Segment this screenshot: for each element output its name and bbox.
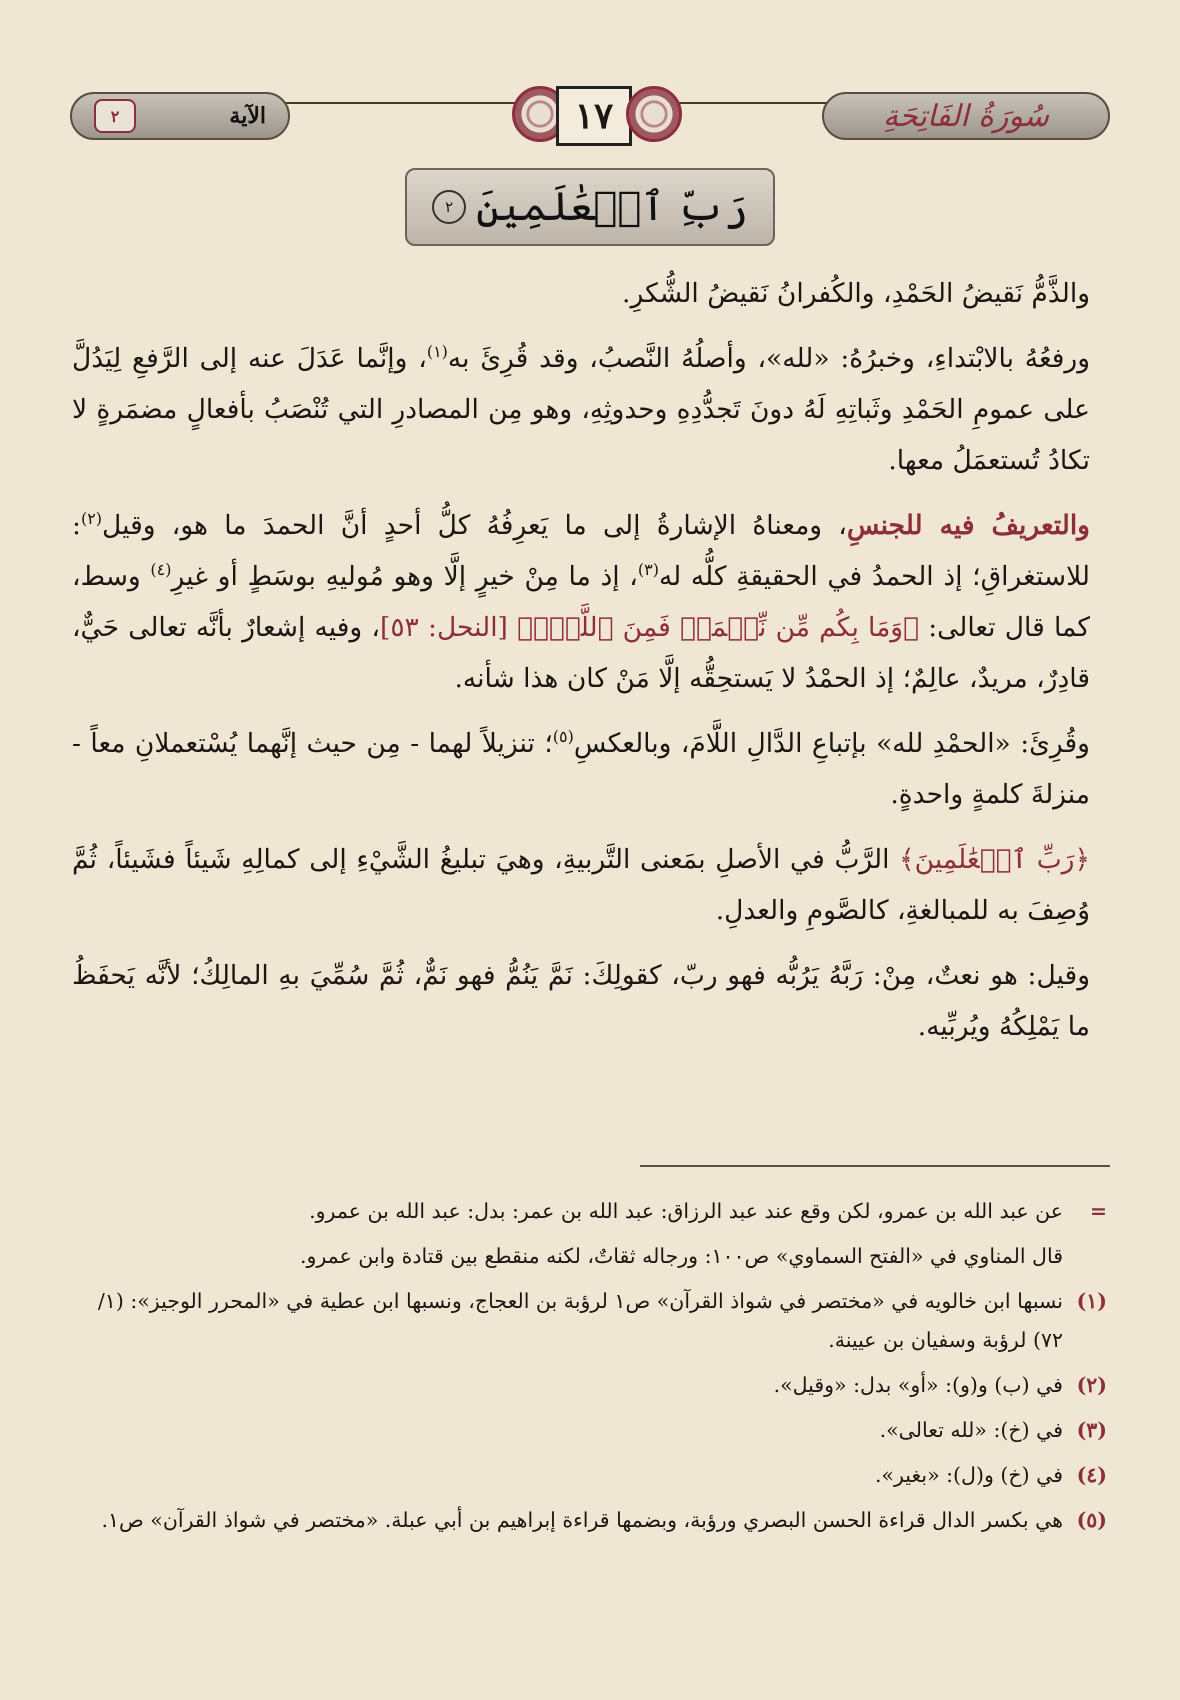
paragraph-text: ، ومعناهُ الإشارةُ إلى ما يَعرِفُهُ كلُّ أحدٍ أنَّ الحمدَ ما هو، وقيل [102, 510, 847, 541]
footnote-text: في (خ) و(ل): «بغير». [874, 1463, 1063, 1487]
surah-name: سُورَةُ الفَاتِحَةِ [883, 98, 1049, 134]
footnote [72, 1411, 1107, 1450]
paragraph-text: الرَّبُّ في الأصلِ بمَعنى التَّربيةِ، وهيَ تبليغُ الشَّيْءِ إلى كمالِهِ شَيئاً فشَيئاً، ثُمَّ وُصِفَ به للمبالغةِ، كالصَّومِ والعدلِ. [72, 844, 1090, 926]
footnote [72, 1501, 1107, 1540]
footnote [72, 1282, 1107, 1360]
paragraph [72, 718, 1090, 820]
page-number: ١٧ [556, 86, 632, 146]
footnote-number: (٣) [1076, 1418, 1107, 1442]
footnote-text: في (ب) و(و): «أو» بدل: «وقيل». [773, 1373, 1063, 1397]
quran-quote: ﴿رَبِّ ٱلۡعَٰلَمِينَ﴾ [899, 844, 1090, 875]
commentary-text [72, 268, 1090, 1066]
footnote-text: نسبها ابن خالويه في «مختصر في شواذ القرآن» ص١ لرؤبة بن العجاج، ونسبها ابن عطية في «المحرر الوجيز»: (١/ ٧٢) لرؤبة وسفيان بن عيينة. [97, 1289, 1063, 1352]
footnote-ref[interactable]: (١) [426, 342, 448, 362]
quran-quote: ﴿وَمَا بِكُم مِّن نِّعۡمَةٖ فَمِنَ ٱللَّهِۖ﴾ [النحل: ٥٣] [379, 612, 920, 643]
footnote-ref[interactable]: (٤) [150, 560, 172, 580]
paragraph-text: ، إذ ما مِنْ خيرٍ إلَّا وهو مُوليهِ بوسَطٍ أو غيرِ [171, 561, 638, 592]
ayah-label: الآية [229, 103, 266, 129]
footnotes [72, 1192, 1107, 1546]
footnote-number: (١) [1076, 1289, 1107, 1313]
paragraph-text: ، وإنَّما عَدَلَ عنه إلى الرَّفعِ لِيَدُلَّ على عمومِ الحَمْدِ وثَباتِهِ لَهُ دونَ تَجدُّدِهِ وحدوثِهِ، وهو مِن المصادرِ التي تُنْصَبُ بأفعالٍ مضمَرةٍ لا تكادُ تُستعمَلُ معها. [72, 343, 1090, 476]
footnote-separator [640, 1165, 1110, 1167]
highlighted-term: والتعريفُ فيه للجنسِ [846, 510, 1090, 541]
ayah-indicator [70, 92, 290, 140]
paragraph [72, 268, 1090, 319]
verse-heading-box [405, 168, 775, 246]
footnote [72, 1456, 1107, 1495]
paragraph [72, 834, 1090, 936]
footnote-text: عن عبد الله بن عمرو، لكن وقع عند عبد الرزاق: عبد الله بن عمر: بدل: عبد الله بن عمرو. [309, 1199, 1063, 1223]
footnote-number: (٥) [1076, 1508, 1107, 1532]
footnote-text: قال المناوي في «الفتح السماوي» ص١٠٠: ورجاله ثقاتٌ، لكنه منقطع بين قتادة وابن عمرو. [299, 1244, 1063, 1268]
footnote-ref[interactable]: (٣) [637, 560, 659, 580]
paragraph [72, 500, 1090, 704]
paragraph-text: ؛ تنزيلاً لهما - مِن حيث إنَّهما يُسْتعملانِ معاً - منزلةَ كلمةٍ واحدةٍ. [72, 728, 1090, 810]
paragraph-text: وقيل: هو نعتٌ، مِنْ: رَبَّهُ يَرُبُّه فهو ربّ، كقولِكَ: نَمَّ يَنُمُّ فهو نَمٌّ، ثُمَّ سُمِّيَ بهِ المالِكُ؛ لأنَّه يَحفَظُ ما يَمْلِكُهُ ويُربِّيه. [72, 960, 1090, 1042]
footnote [72, 1366, 1107, 1405]
verse-heading: رَبِّ ٱلۡعَٰلَمِينَ [476, 184, 748, 230]
ornament-right-icon [626, 86, 682, 142]
paragraph [72, 950, 1090, 1052]
paragraph-text: والذَّمُّ نَقيضُ الحَمْدِ، والكُفرانُ نَقيضُ الشُّكرِ. [622, 278, 1090, 309]
footnote [72, 1192, 1107, 1231]
paragraph-text: ورفعُهُ بالابْتداءِ، وخبرُهُ: «لله»، وأصلُهُ النَّصبُ، وقد قُرِئَ به [447, 343, 1090, 374]
footnote-ref[interactable]: (٥) [552, 727, 574, 747]
paragraph [72, 333, 1090, 486]
surah-indicator [822, 92, 1110, 140]
footnote-text: هي بكسر الدال قراءة الحسن البصري ورؤبة، وبضمها قراءة إبراهيم بن أبي عبلة. «مختصر في شواذ القرآن» ص١. [101, 1508, 1063, 1532]
header-rule-right [670, 102, 830, 104]
verse-end-marker: ٢ [432, 190, 466, 224]
footnote [72, 1237, 1107, 1276]
paragraph-text: : للاستغراقِ؛ إذ الحمدُ في الحقيقةِ كلُّه له [72, 510, 1091, 592]
footnote-number: (٢) [1076, 1373, 1107, 1397]
paragraph-text: وقُرِئَ: «الحمْدِ لله» بإتباعِ الدَّالِ اللَّامَ، وبالعكسِ [573, 728, 1090, 759]
paragraph-text: وسط، كما قال تعالى: [72, 561, 1090, 643]
footnote-number: (٤) [1076, 1463, 1107, 1487]
footnote-text: في (خ): «لله تعالى». [879, 1418, 1063, 1442]
footnote-ref[interactable]: (٢) [80, 509, 103, 529]
paragraph-text: ، وفيه إشعارٌ بأنَّه تعالى حَيٌّ، قادِرٌ، مريدٌ، عالِمٌ؛ إذ الحمْدُ لا يَستحِقُّه إلَّا مَنْ كان هذا شأنه. [72, 612, 1090, 694]
ayah-number-badge: ٢ [94, 99, 136, 133]
footnote-number: = [1089, 1199, 1107, 1223]
